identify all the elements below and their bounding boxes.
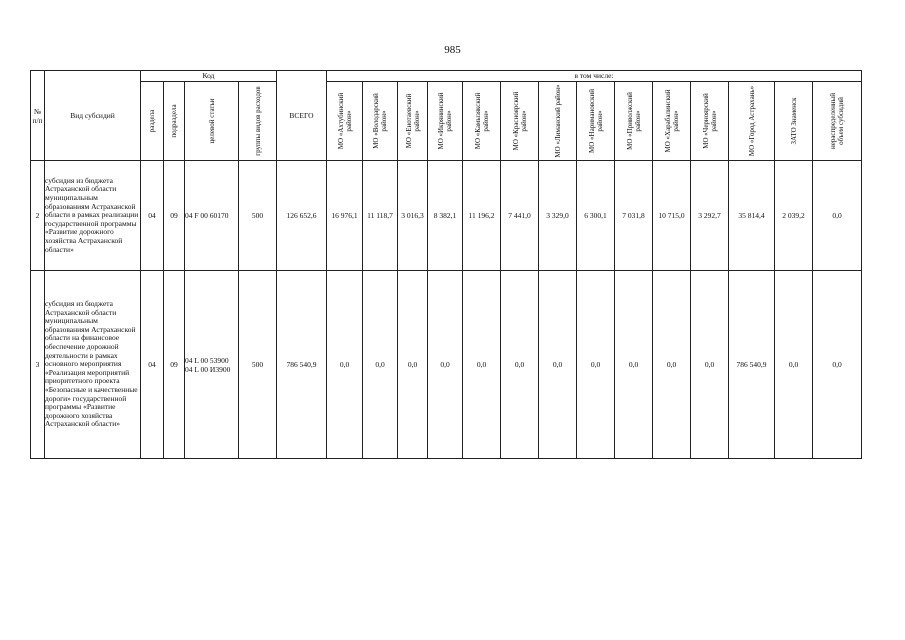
header-district: МО «Наримановский район» — [577, 82, 615, 161]
row-value: 0,0 — [501, 271, 539, 459]
row-razdel: 04 — [141, 161, 164, 271]
row-value: 0,0 — [463, 271, 501, 459]
page-number: 985 — [444, 44, 461, 56]
row-value: 786 540,9 — [729, 271, 775, 459]
row-description: субсидия из бюджета Астраханской области муниципальным образованиям Астраханской области на финансовое обеспечение дорожной деятельности в рамках основного мероприятия «Реализация мероприятий приоритетного проекта «Безопасные и качественные дороги» государственной программы «Развитие дорожного хозяйства Астраханской области» — [45, 271, 141, 459]
header-unallocated: нераспределенный объем субсидий — [813, 82, 862, 161]
row-value: 16 976,1 — [327, 161, 363, 271]
row-value: 0,0 — [363, 271, 398, 459]
row-value: 0,0 — [691, 271, 729, 459]
row-celevaya: 04 F 00 60170 — [185, 161, 239, 271]
header-district: МО «Ахтубинский район» — [327, 82, 363, 161]
row-value: 0,0 — [615, 271, 653, 459]
row-value: 6 300,1 — [577, 161, 615, 271]
row-podrazdel: 09 — [164, 161, 185, 271]
row-value: 3 329,0 — [539, 161, 577, 271]
header-kod-podrazdela: подраздела — [164, 82, 185, 161]
row-value: 0,0 — [813, 271, 862, 459]
header-district: МО «Черноярский район» — [691, 82, 729, 161]
header-district: МО «Икрянинский район» — [428, 82, 463, 161]
row-value: 0,0 — [327, 271, 363, 459]
row-value: 2 039,2 — [775, 161, 813, 271]
header-district: МО «Камызякский район» — [463, 82, 501, 161]
header-vsego: ВСЕГО — [277, 71, 327, 161]
row-celevaya: 04 L 00 53900 04 L 00 И3900 — [185, 271, 239, 459]
row-value: 0,0 — [539, 271, 577, 459]
row-value: 11 118,7 — [363, 161, 398, 271]
header-district: МО «Харабалинский район» — [653, 82, 691, 161]
header-district: МО «Лиманский район» — [539, 82, 577, 161]
row-value: 0,0 — [653, 271, 691, 459]
row-value: 7 441,0 — [501, 161, 539, 271]
row-no: 2 — [31, 161, 45, 271]
row-no: 3 — [31, 271, 45, 459]
header-kod-celevoy: целевой статьи — [185, 82, 239, 161]
header-district: МО «Володарский район» — [363, 82, 398, 161]
header-v-tom-chisle: в том числе: — [327, 71, 862, 82]
header-district: МО «Енотаевский район» — [398, 82, 428, 161]
row-value: 7 031,8 — [615, 161, 653, 271]
row-vsego: 126 652,6 — [277, 161, 327, 271]
row-razdel: 04 — [141, 271, 164, 459]
row-podrazdel: 09 — [164, 271, 185, 459]
row-gruppa: 500 — [239, 271, 277, 459]
header-vid: Вид субсидий — [45, 71, 141, 161]
row-value: 10 715,0 — [653, 161, 691, 271]
header-kod: Код — [141, 71, 277, 82]
row-description: субсидия из бюджета Астраханской области муниципальным образованиям Астраханской области в рамках реализации государственной программы «Развитие дорожного хозяйства Астраханской области» — [45, 161, 141, 271]
row-value: 35 814,4 — [729, 161, 775, 271]
row-value: 0,0 — [398, 271, 428, 459]
row-value: 0,0 — [813, 161, 862, 271]
row-value: 0,0 — [775, 271, 813, 459]
header-district: ЗАТО Знаменск — [775, 82, 813, 161]
row-value: 3 292,7 — [691, 161, 729, 271]
header-district: МО «Город Астрахань» — [729, 82, 775, 161]
header-district: МО «Красноярский район» — [501, 82, 539, 161]
row-value: 3 016,3 — [398, 161, 428, 271]
row-gruppa: 500 — [239, 161, 277, 271]
row-value: 0,0 — [428, 271, 463, 459]
table-row — [31, 271, 862, 459]
table-row — [31, 161, 862, 271]
header-kod-gruppy: группы видов расходов — [239, 82, 277, 161]
header-no: № п/п — [31, 71, 45, 161]
header-district: МО «Приволжский район» — [615, 82, 653, 161]
row-value: 8 382,1 — [428, 161, 463, 271]
header-kod-razdela: раздела — [141, 82, 164, 161]
row-value: 0,0 — [577, 271, 615, 459]
row-value: 11 196,2 — [463, 161, 501, 271]
row-vsego: 786 540,9 — [277, 271, 327, 459]
subsidies-table — [30, 70, 862, 459]
